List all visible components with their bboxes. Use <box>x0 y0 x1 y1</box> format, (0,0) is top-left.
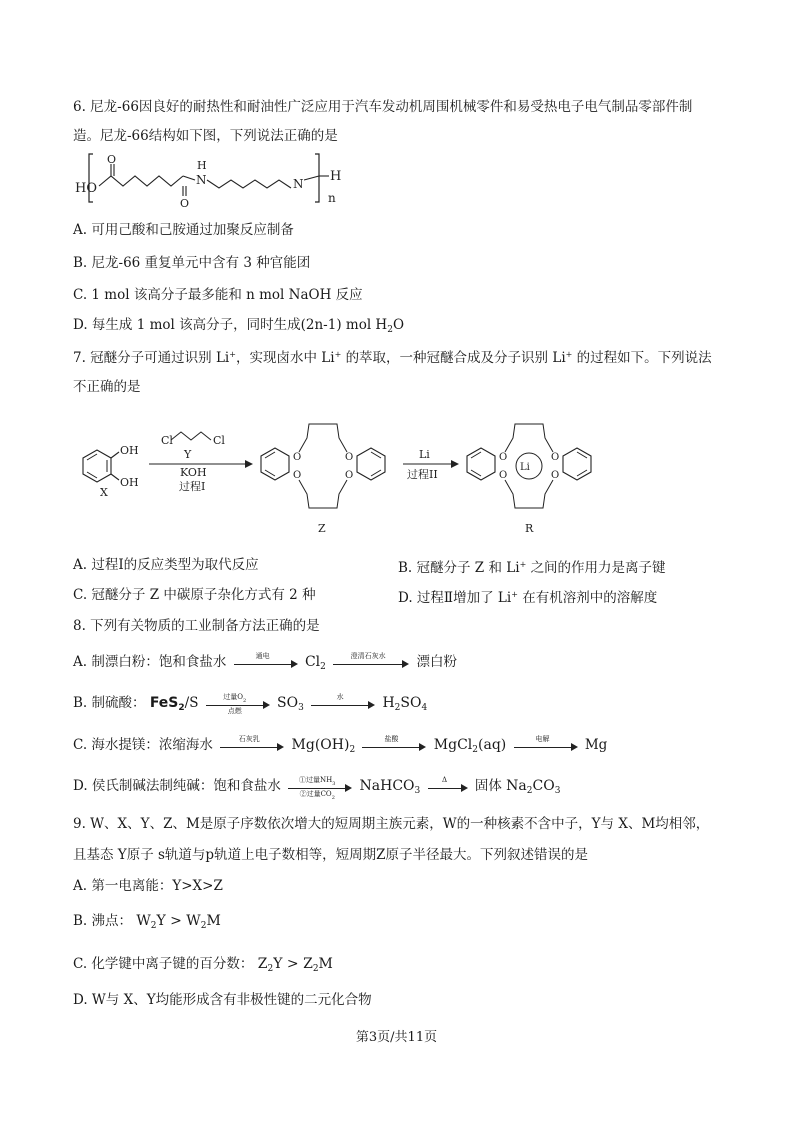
arrow-icon: 石灰乳 <box>220 738 284 754</box>
arrow-icon: 电解 <box>514 738 578 754</box>
arrow-icon: 盐酸 <box>362 738 426 754</box>
amide-n1: N <box>196 173 207 187</box>
q7-option-a[interactable]: A. 过程Ⅰ的反应类型为取代反应 <box>73 557 259 573</box>
q7-option-d[interactable]: D. 过程Ⅱ增加了 Li+ 在有机溶剂中的溶解度 <box>398 590 658 606</box>
arrow-icon: 澄清石灰水 <box>333 655 409 671</box>
page-footer: 第3页/共11页 <box>355 1030 438 1045</box>
carbonyl-o1: O <box>107 153 117 166</box>
svg-text:O: O <box>551 470 560 481</box>
q6-stem-line1: 6. 尼龙-66因良好的耐热性和耐油性广泛应用于汽车发动机周围机械零件和易受热电子电气制品零部件制 <box>73 99 693 115</box>
nylon66-structure <box>73 150 363 210</box>
repeat-n: n <box>328 191 336 205</box>
li-center: Li <box>520 462 530 473</box>
crown-ether-scheme <box>73 420 603 540</box>
q6-option-c[interactable]: C. 1 mol 该高分子最多能和 n mol NaOH 反应 <box>73 287 363 303</box>
q6-option-a[interactable]: A. 可用己酸和己胺通过加聚反应制备 <box>73 222 294 238</box>
oh-1: OH <box>120 444 139 457</box>
svg-text:O: O <box>551 452 560 463</box>
ho-label: HO <box>75 181 97 196</box>
svg-text:O: O <box>345 470 354 481</box>
q8-option-a[interactable]: A. 制漂白粉：饱和食盐水 通电 $Cl_2$ 澄清石灰水 漂白粉 <box>73 651 457 672</box>
q7-option-b[interactable]: B. 冠醚分子 Z 和 Li+ 之间的作用力是离子键 <box>398 560 666 576</box>
q9-option-b[interactable]: B. 沸点： $W_2Y > W_2M$ <box>73 913 221 931</box>
q6-option-b[interactable]: B. 尼龙-66 重复单元中含有 3 种官能团 <box>73 255 311 271</box>
svg-text:O: O <box>499 470 508 481</box>
q9-stem-line1: 9. W、X、Y、Z、M是原子序数依次增大的短周期主族元素，W的一种核素不含中子，Y与 X、M均相邻， <box>73 816 710 832</box>
koh-label: KOH <box>180 466 207 479</box>
q7-stem-line1: 7. 冠醚分子可通过识别 Li+，实现卤水中 Li+ 的萃取，一种冠醚合成及分子识别 Li+ 的过程如下。下列说法 <box>73 350 712 366</box>
q7-stem-line2: 不正确的是 <box>73 379 141 395</box>
amide-n2: N <box>293 177 304 191</box>
q9-option-a[interactable]: A. 第一电离能：Y>X>Z <box>73 878 223 894</box>
arrow-icon: 通电 <box>234 655 298 671</box>
label-z: Z <box>318 522 326 535</box>
end-h: H <box>330 169 342 184</box>
arrow-icon: Δ <box>428 779 468 795</box>
svg-text:O: O <box>345 452 354 463</box>
q6-stem-line2: 造。尼龙-66结构如下图，下列说法正确的是 <box>73 128 338 144</box>
step1-label: 过程I <box>179 480 206 493</box>
q8-stem: 8. 下列有关物质的工业制备方法正确的是 <box>73 618 320 634</box>
q7-option-c[interactable]: C. 冠醚分子 Z 中碳原子杂化方式有 2 种 <box>73 587 316 603</box>
cl-1: Cl <box>161 434 173 447</box>
amide-h: H <box>197 159 207 172</box>
carbonyl-o2: O <box>180 197 190 210</box>
q9-stem-line2: 且基态 Y原子 s轨道与p轨道上电子数相等，短周期Z原子半径最大。下列叙述错误的是 <box>73 847 588 863</box>
q8-option-c[interactable]: C. 海水提镁：浓缩海水 石灰乳 $Mg(OH)_2$ 盐酸 MgCl$_2$(aq) 电解 Mg <box>73 734 608 755</box>
svg-text:O: O <box>499 452 508 463</box>
step2-label: 过程II <box>407 468 438 481</box>
q8-option-b[interactable]: B. 制硫酸： FeS$_2$/S 过量$O_2$ 点燃 $SO_3$ 水 $H_2SO_4$ <box>73 692 428 715</box>
q6-option-d[interactable]: D. 每生成 1 mol 该高分子，同时生成(2n-1) mol $H_2O$ <box>73 317 405 335</box>
li-reagent: Li <box>419 448 430 461</box>
label-r: R <box>525 522 534 535</box>
oh-2: OH <box>120 476 139 489</box>
label-y: Y <box>184 448 192 461</box>
svg-text:O: O <box>293 452 302 463</box>
label-x: X <box>100 486 108 499</box>
cl-2: Cl <box>213 434 225 447</box>
arrow-icon: ①过量$NH_3$ ②过量$CO_2$ <box>288 779 352 795</box>
arrow-icon: 水 <box>311 696 375 712</box>
svg-text:O: O <box>293 470 302 481</box>
q8-option-d[interactable]: D. 侯氏制碱法制纯碱：饱和食盐水 ①过量$NH_3$ ②过量$CO_2$ NaHCO$_3$ Δ 固体 $Na_2CO_3$ <box>73 775 561 801</box>
q9-option-d[interactable]: D. W与 X、Y均能形成含有非极性键的二元化合物 <box>73 992 372 1008</box>
arrow-icon: 过量$O_2$ 点燃 <box>206 696 270 712</box>
q9-option-c[interactable]: C. 化学键中离子键的百分数： $Z_2Y > Z_2M$ <box>73 956 333 974</box>
